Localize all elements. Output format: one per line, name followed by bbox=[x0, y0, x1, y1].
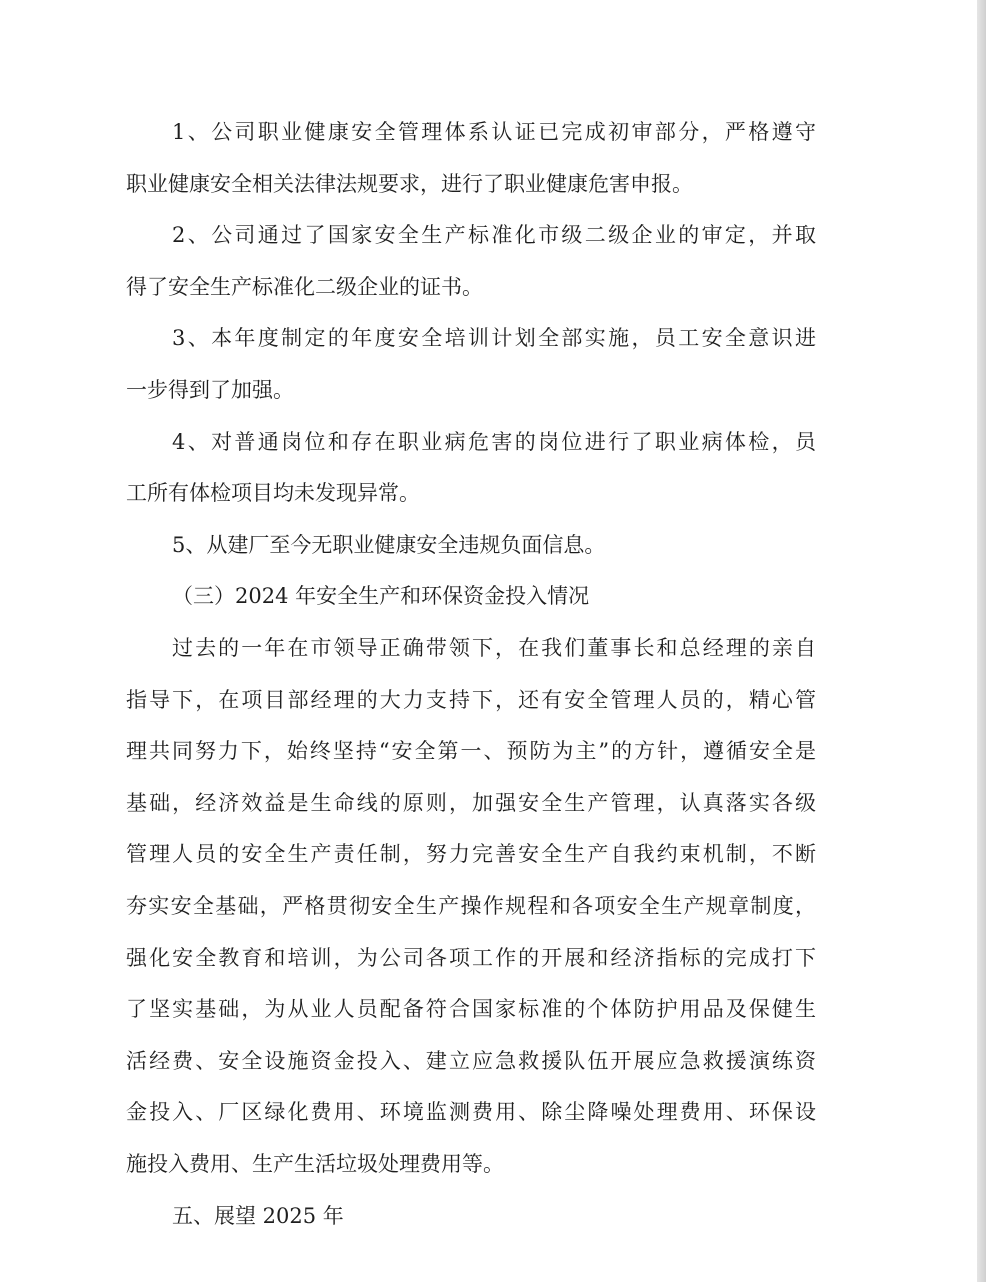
text-line: 5、从建厂至今无职业健康安全违规负面信息。 bbox=[172, 532, 606, 557]
text-line: 强化安全教育和培训，为公司各项工作的开展和经济指标的完成打下 bbox=[126, 945, 816, 970]
text-line: 1、公司职业健康安全管理体系认证已完成初审部分，严格遵守 bbox=[172, 120, 816, 144]
section-heading-text: （三）2024 年安全生产和环保资金投入情况 bbox=[172, 584, 590, 609]
document-body bbox=[126, 107, 816, 1243]
section-heading-text: 五、展望 2025 年 bbox=[172, 1204, 344, 1229]
text-line: 了坚实基础，为从业人员配备符合国家标准的个体防护用品及保健生 bbox=[126, 997, 816, 1022]
text-line: 基础，经济效益是生命线的原则，加强安全生产管理，认真落实各级 bbox=[126, 790, 816, 815]
paragraph-item-4 bbox=[126, 417, 816, 520]
text-line: 一步得到了加强。 bbox=[126, 377, 294, 402]
page-edge-shadow bbox=[977, 0, 986, 1282]
text-line: 2、公司通过了国家安全生产标准化市级二级企业的审定，并取 bbox=[172, 223, 816, 248]
section-heading bbox=[126, 1191, 816, 1243]
text-line: 3、本年度制定的年度安全培训计划全部实施，员工安全意识进 bbox=[172, 326, 816, 351]
text-line: 职业健康安全相关法律法规要求，进行了职业健康危害申报。 bbox=[126, 171, 693, 196]
text-line: 活经费、安全设施资金投入、建立应急救援队伍开展应急救援演练资 bbox=[126, 1048, 816, 1073]
text-line: 4、对普通岗位和存在职业病危害的岗位进行了职业病体检，员 bbox=[172, 429, 816, 454]
text-line: 得了安全生产标准化二级企业的证书。 bbox=[126, 274, 483, 299]
paragraph-item-5 bbox=[126, 520, 816, 572]
text-line: 工所有体检项目均未发现异常。 bbox=[126, 481, 420, 506]
paragraph-item-2 bbox=[126, 210, 816, 313]
text-line: 指导下，在项目部经理的大力支持下，还有安全管理人员的，精心管 bbox=[126, 687, 816, 712]
section-body-paragraph bbox=[126, 623, 816, 1191]
paragraph-item-3 bbox=[126, 313, 816, 416]
text-line: 金投入、厂区绿化费用、环境监测费用、除尘降噪处理费用、环保设 bbox=[126, 1100, 816, 1125]
text-line: 施投入费用、生产生活垃圾处理费用等。 bbox=[126, 1151, 504, 1176]
text-line: 夯实安全基础，严格贯彻安全生产操作规程和各项安全生产规章制度， bbox=[126, 893, 816, 918]
text-line: 管理人员的安全生产责任制，努力完善安全生产自我约束机制，不断 bbox=[126, 842, 816, 867]
text-line: 过去的一年在市领导正确带领下，在我们董事长和总经理的亲自 bbox=[172, 635, 816, 660]
section-heading bbox=[126, 571, 816, 623]
text-line: 理共同努力下，始终坚持“安全第一、预防为主”的方针，遵循安全是 bbox=[126, 739, 816, 764]
paragraph-item-1 bbox=[126, 107, 816, 210]
